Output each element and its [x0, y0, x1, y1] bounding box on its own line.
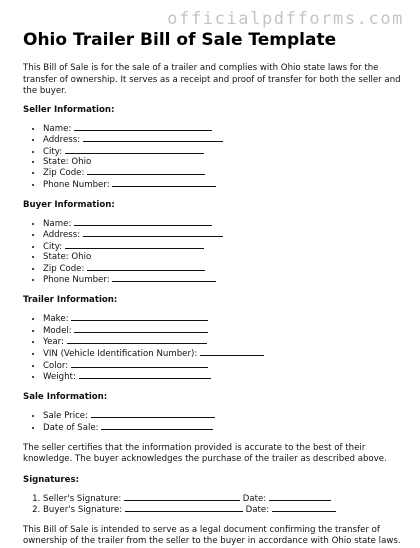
seller-signature-field[interactable]	[124, 493, 240, 501]
sale-list	[23, 410, 403, 433]
signatures-list	[23, 493, 403, 516]
seller-city-field[interactable]	[65, 146, 204, 154]
buyer-state-item: • State: Ohio	[43, 253, 403, 263]
trailer-model-field[interactable]	[74, 325, 208, 333]
buyer-address-field[interactable]	[83, 229, 223, 237]
sale-price-field[interactable]	[91, 410, 215, 418]
buyer-city-item: • City:	[43, 241, 403, 253]
seller-address-item: • Address:	[43, 134, 403, 146]
buyer-signature-item: 2. Buyer's Signature: Date:	[43, 504, 403, 516]
sale-date-field[interactable]	[101, 422, 213, 430]
trailer-color-item: • Color:	[43, 360, 403, 372]
buyer-zip-field[interactable]	[87, 263, 205, 271]
buyer-name-field[interactable]	[74, 218, 212, 226]
seller-phone-field[interactable]	[112, 179, 216, 187]
buyer-signature-field[interactable]	[125, 504, 243, 512]
seller-zip-item: • Zip Code:	[43, 167, 403, 179]
certification-paragraph: The seller certifies that the information provided is accurate to the best of their knowledge. The buyer acknowledges the purchase of the trailer as described above.	[23, 442, 387, 465]
seller-phone-item: • Phone Number:	[43, 179, 403, 191]
closing-paragraph: This Bill of Sale is intended to serve as a legal document confirming the transfer of ownership of the trailer from the seller to the buyer in accordance with Ohio state laws.	[23, 524, 401, 547]
document-page	[23, 30, 403, 548]
seller-date-field[interactable]	[269, 493, 331, 501]
seller-name-field[interactable]	[74, 123, 212, 131]
sale-price-item: • Sale Price:	[43, 410, 403, 422]
trailer-vin-item: • VIN (Vehicle Identification Number):	[43, 348, 403, 360]
buyer-city-field[interactable]	[65, 241, 204, 249]
seller-city-item: • City:	[43, 146, 403, 158]
watermark: officialpdfforms.com	[167, 9, 404, 29]
trailer-weight-field[interactable]	[79, 371, 211, 379]
sale-date-item: • Date of Sale:	[43, 422, 403, 434]
intro-paragraph: This Bill of Sale is for the sale of a trailer and complies with Ohio state laws for the transfer of ownership. It serves as a receipt and proof of transfer for both the seller and the buyer.	[23, 63, 401, 96]
sale-heading: Sale Information:	[23, 392, 108, 403]
buyer-zip-item: • Zip Code:	[43, 263, 403, 275]
seller-address-field[interactable]	[83, 134, 223, 142]
seller-heading: Seller Information:	[23, 104, 115, 115]
trailer-heading: Trailer Information:	[23, 294, 118, 305]
buyer-phone-field[interactable]	[112, 274, 216, 282]
trailer-year-item: • Year:	[43, 336, 403, 348]
trailer-year-field[interactable]	[67, 336, 207, 344]
seller-state-item: • State: Ohio	[43, 158, 403, 168]
trailer-model-item: • Model:	[43, 325, 403, 337]
trailer-make-item: • Make:	[43, 313, 403, 325]
buyer-address-item: • Address:	[43, 229, 403, 241]
buyer-list	[23, 218, 403, 286]
document-title: Ohio Trailer Bill of Sale Template	[23, 30, 337, 50]
buyer-heading: Buyer Information:	[23, 199, 115, 210]
buyer-phone-item: • Phone Number:	[43, 274, 403, 286]
trailer-vin-field[interactable]	[200, 348, 264, 356]
trailer-make-field[interactable]	[71, 313, 208, 321]
trailer-list	[23, 313, 403, 383]
seller-name-item: • Name:	[43, 123, 403, 135]
trailer-weight-item: • Weight:	[43, 371, 403, 383]
buyer-name-item: • Name:	[43, 218, 403, 230]
signatures-heading: Signatures:	[23, 474, 80, 485]
seller-signature-item: 1. Seller's Signature: Date:	[43, 493, 403, 505]
buyer-date-field[interactable]	[272, 504, 336, 512]
trailer-color-field[interactable]	[71, 360, 208, 368]
seller-zip-field[interactable]	[87, 167, 205, 175]
seller-list	[23, 123, 403, 191]
